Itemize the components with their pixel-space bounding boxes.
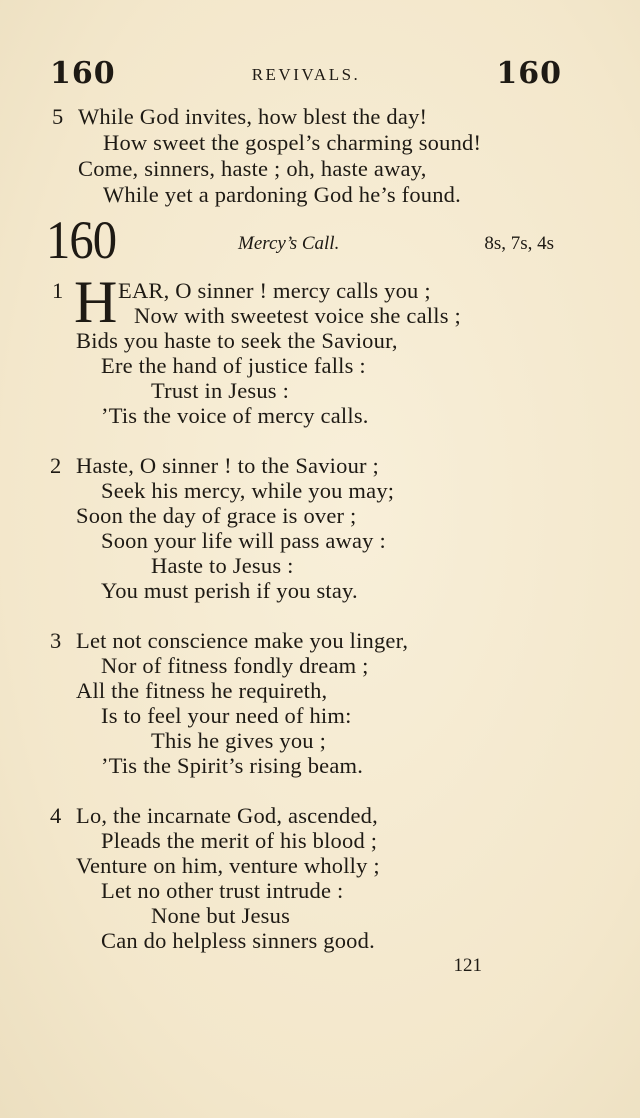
verse-line: Haste, O sinner ! to the Saviour ;: [76, 453, 379, 478]
folio-page-number: 121: [453, 955, 482, 976]
verse-line: Seek his mercy, while you may;: [101, 478, 395, 503]
verse-line: You must perish if you stay.: [101, 578, 358, 603]
verse-line: Let not conscience make you linger,: [76, 628, 409, 653]
verse-line: Pleads the merit of his blood ;: [101, 828, 378, 853]
verse-line: Soon the day of grace is over ;: [76, 503, 357, 528]
stanza-number: 2: [50, 453, 62, 478]
page-number-right: 160: [496, 56, 562, 91]
hymn-meter: 8s, 7s, 4s: [484, 233, 554, 254]
verse-line: While God invites, how blest the day!: [78, 104, 428, 129]
stanza-number: 3: [50, 628, 62, 653]
verse-line: Let no other trust intrude :: [101, 878, 344, 903]
verse-line: While yet a pardoning God he’s found.: [103, 182, 461, 207]
verse-line: Can do helpless sinners good.: [101, 928, 375, 953]
stanza-number: 5: [52, 104, 64, 129]
hymn-title: Mercy’s Call.: [238, 233, 340, 254]
verse-line: This he gives you ;: [151, 728, 327, 753]
verse-line: All the fitness he requireth,: [76, 678, 328, 703]
verse-line: Soon your life will pass away :: [101, 528, 386, 553]
verse-line: Ere the hand of justice falls :: [101, 353, 366, 378]
verse-line: EAR, O sinner ! mercy calls you ;: [118, 278, 431, 303]
verse-line: Come, sinners, haste ; oh, haste away,: [78, 156, 427, 181]
verse-line: ’Tis the voice of mercy calls.: [101, 403, 369, 428]
stanza-number: 1: [52, 278, 64, 303]
verse-line: Venture on him, venture wholly ;: [76, 853, 380, 878]
verse-line: How sweet the gospel’s charming sound!: [103, 130, 482, 155]
page-number-left: 160: [50, 56, 116, 91]
verse-line: Nor of fitness fondly dream ;: [101, 653, 369, 678]
verse-line: Trust in Jesus :: [151, 378, 290, 403]
verse-line: None but Jesus: [151, 903, 291, 928]
hymn-number: 160: [46, 210, 117, 270]
section-title: REVIVALS.: [251, 65, 361, 84]
verse-line: Now with sweetest voice she calls ;: [134, 303, 461, 328]
verse-line: Bids you haste to seek the Saviour,: [76, 328, 398, 353]
drop-cap: H: [74, 269, 118, 335]
verse-line: ’Tis the Spirit’s rising beam.: [101, 753, 364, 778]
stanza-number: 4: [50, 803, 62, 828]
verse-line: Lo, the incarnate God, ascended,: [76, 803, 378, 828]
verse-line: Is to feel your need of him:: [101, 703, 352, 728]
verse-line: Haste to Jesus :: [151, 553, 294, 578]
running-head: [50, 56, 562, 96]
